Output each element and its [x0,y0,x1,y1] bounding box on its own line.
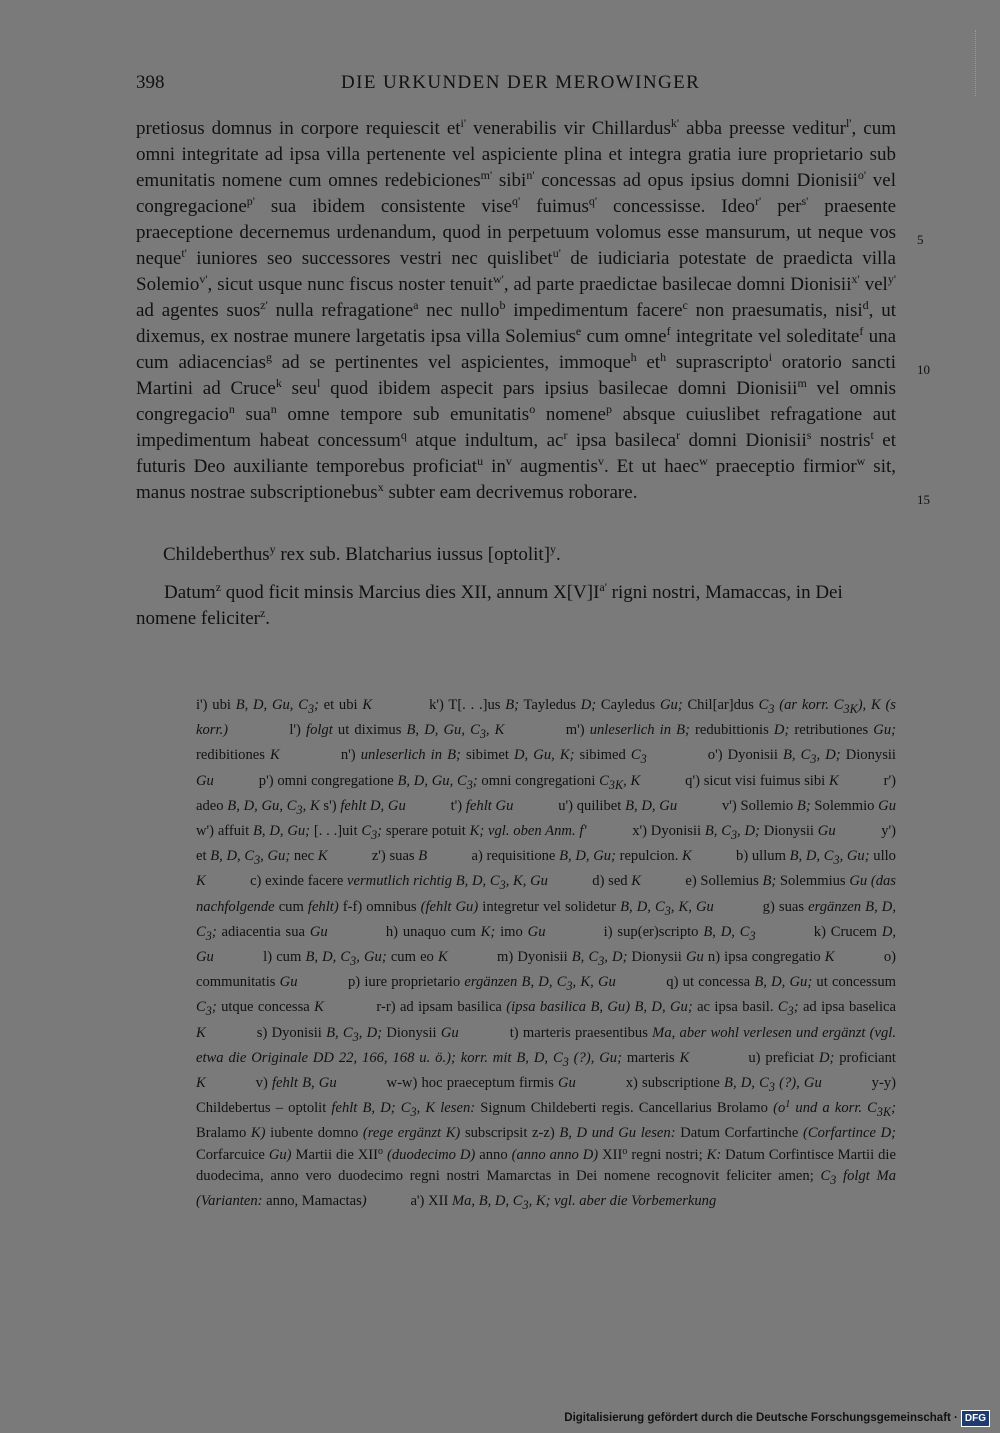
page-number: 398 [136,72,165,93]
funding-text: Digitalisierung gefördert durch die Deutsche Forschungsgemeinschaft · [564,1412,958,1424]
signature-line: Childeberthus$^y$ rex sub. Blatcharius iussus [optolit]$^y$. [163,542,561,565]
page-header [136,72,896,100]
funding-note [564,1409,990,1427]
scan-margin-marks [975,30,990,96]
running-title: DIE URKUNDEN DER MEROWINGER [341,72,701,93]
critical-apparatus: i') ubi B, D, Gu, $C_3$; et ubi K k') T[. . .]us B; Tayledus D; Cayledus Gu; Chil[ar]dus $C_3$ (ar korr. $C_{3K}$), K (s korr.) l') folgt ut diximus B, D, Gu, $C_3$, K m') unleserlich in B; redubittionis D; retributiones Gu; redibitiones K n') unleserlich in B; sibimet D, Gu, K; sibimed $C_3$ o') Dyonisii B, $C_3$, D; Dionysii Gu p') omni congregatione B, D, Gu, $C_3$; omni congregationi $C_{3K}$, K q') sicut visi fuimus sibi K r') adeo B, D, Gu, $C_3$, K s') fehlt D, Gu t') fehlt Gu u') quilibet B, D, Gu v') Sollemio B; Solemmio Gu w') affuit B, D, Gu; [. . .]uit $C_3$; sperare potuit K; vgl. oben Anm. f' x') Dyonisii B, $C_3$, D; Dionysii Gu y') et B, D, $C_3$, Gu; nec K z') suas B a) requisitione B, D, Gu; repulcion. K b) ullum B, D, $C_3$, Gu; ullo K c) exinde facere vermutlich richtig B, D, $C_3$, K, Gu d) sed K e) Sollemius B; Solemmius Gu (das nachfolgende cum fehlt) f-f) omnibus (fehlt Gu) integretur vel solidetur B, D, $C_3$, K, Gu g) suas ergänzen B, D, $C_3$; adiacentia sua Gu h) unaquo cum K; imo Gu i) sup(er)scripto B, D, $C_3$ k) Crucem D, Gu l) cum B, D, $C_3$, Gu; cum eo K m) Dyonisii B, $C_3$, D; Dionysii Gu n) ipsa congregatio K o) communitatis Gu p) iure proprietario ergänzen B, D, $C_3$, K, Gu q) ut concessa B, D, Gu; ut concessum $C_3$; utque concessa K r-r) ad ipsam basilica (ipsa basilica B, Gu) B, D, Gu; ac ipsa basil. $C_3$; ad ipsa baselica K s) Dyonisii B, $C_3$, D; Dionysii Gu t) marteris praesentibus Ma, aber wohl verlesen und ergänzt (vgl. etwa die Originale DD 22, 166, 168 u. ö.); korr. mit B, D, $C_3$ (?), Gu; marteris K u) preficiat D; proficiant K v) fehlt B, Gu w-w) hoc praeceptum firmis Gu x) subscriptione B, D, $C_3$ (?), Gu y-y) Childebertus – optolit fehlt B, D; $C_3$, K lesen: Signum Childeberti regis. Cancellarius Brolamo ($o^1$ und a korr. $C_{3K}$; Bralamo K) iubente domno (rege ergänzt K) subscripsit z-z) B, D und Gu lesen: Datum Corfartinche (Corfartince D; Corfarcuice Gu) Martii die XII$^o$ (duodecimo D) anno (anno anno D) XII$^o$ regni nostri; K: Datum Corfintisce Martii die duodecima, anno vero duodecimo regni nostri Mamarctas in Dei nomene recognovit feliciter amen; $C_3$ folgt Ma (Varianten: anno, Mamactas) a') XII Ma, B, D, $C_3$, K; vgl. aber die Vorbemerkung [196,697,897,1213]
line-number-10: 10 [917,362,930,377]
dfg-logo-icon: DFG [961,1410,990,1427]
datum-line: Datum$^z$ quod ficit minsis Marcius dies XII, annum $X[V]I^{a'}$ rigni nostri, Mamaccas, in Dei nomene feliciter$^z$. [136,580,843,629]
line-number-5: 5 [917,232,924,247]
charter-text: pretiosus domnus in corpore requiescit $et^{i'}$ venerabilis vir Chillardus$^{k'}$ abba preesse veditur$^{l'}$, cum omni integritate ad ipsa villa pertenente vel aspiciente plina et integra gratia iure proprietario sub emunitatis nomene cum omnes redebiciones$^{m'}$ sibi$^{n'}$ concessas ad opus ipsius domni Dionisii$^{o'}$ vel congregacione$^{p'}$ sua ibidem consistente vise$^{q'}$ fuimus$^{q'}$ concessisse. Ideo$^{r'}$ per$^{s'}$ praesente praeceptione decernemus urdenandum, quod in perpetuum volomus esse mansurum, ut neque vos neque$^{t'}$ iuniores seo successores vestri nec quislibet$^{u'}$ de iudiciaria potestate de praedicta villa Solemio$^{v'}$, sicut usque nunc fiscus noster tenuit$^{w'}$, ad parte praedictae basilecae domni Dionisii$^{x'}$ vel$^{y'}$ ad agentes suos$^{z'}$ nulla refragatione$^a$ nec nullo$^b$ impedimentum facere$^c$ non praesumatis, nisi$^d$, ut dixemus, ex nostrae munere largetatis ipsa villa Solemius$^e$ cum omne$^f$ integritate vel soleditate$^f$ una cum adiacencias$^g$ ad se pertinentes vel aspicientes, immoque$^h$ $et^h$ suprascripto$^i$ oratorio sancti Martini ad Cruce$^k$ seu$^l$ quod ibidem aspecit pars ipsius basilecae domni Dionisii$^m$ vel omnis congregacio$^n$ sua$^n$ omne tempore sub emunitatis$^o$ nomene$^p$ absque cuiuslibet refragatione aut impedimentum habeat concessum$^q$ atque indultum, $ac^r$ ipsa basileca$^r$ domni Dionisii$^s$ nostris$^t$ et futuris Deo auxiliante temporebus proficiat$^u$ $in^v$ augmentis$^v$. Et ut haec$^w$ praeceptio firmior$^w$ sit, manus nostrae subscriptionebus$^x$ subter eam decrivemus roborare. [136,116,897,503]
main-text [136,116,896,506]
line-number-15: 15 [917,492,930,507]
